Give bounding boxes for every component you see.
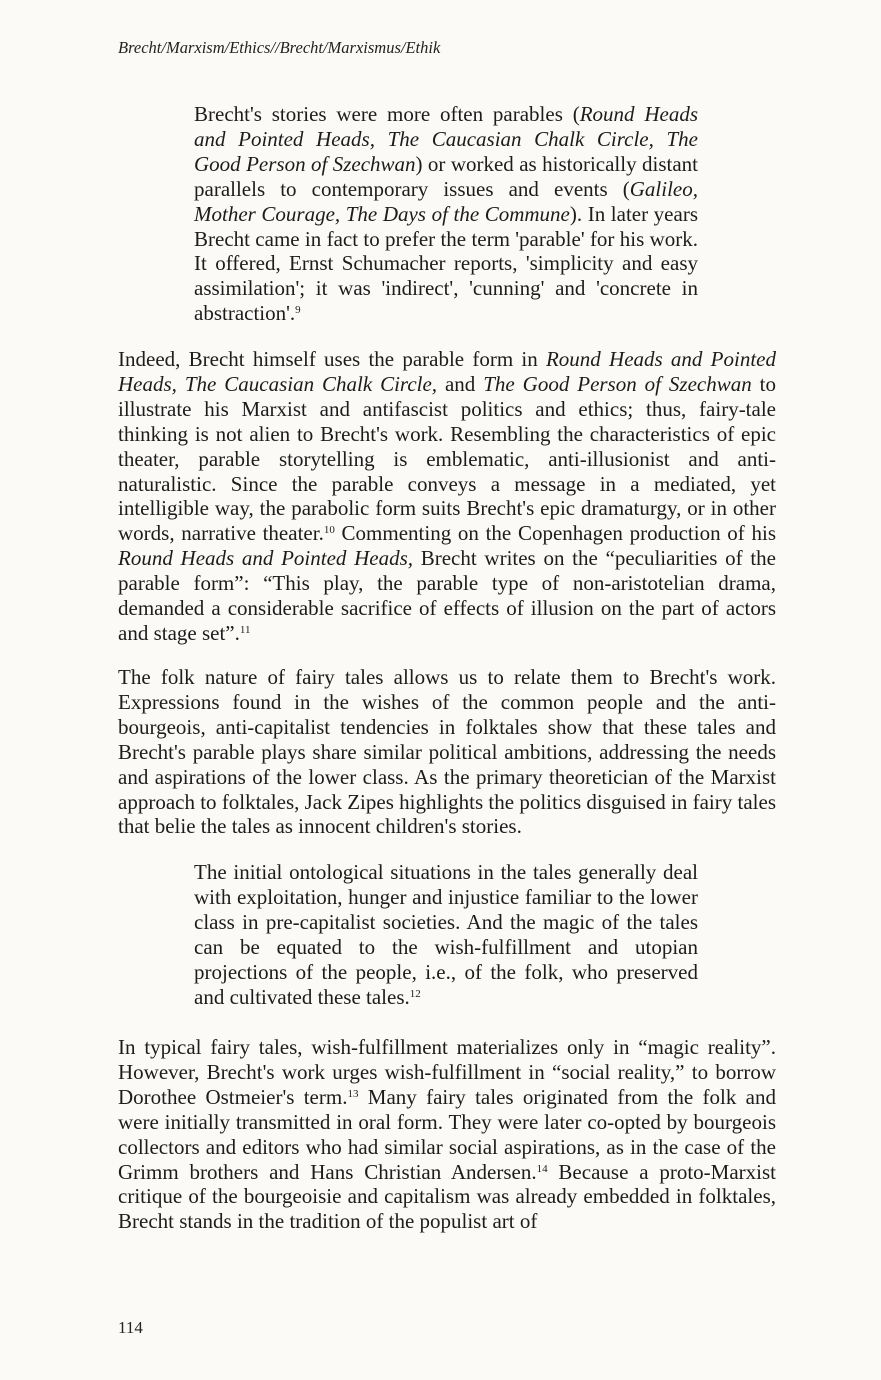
footnote-ref: 13 xyxy=(347,1087,359,1100)
italic-title: Round Heads and Pointed Heads, xyxy=(118,546,414,571)
footnote-ref: 10 xyxy=(323,524,335,537)
footnote-ref: 9 xyxy=(295,304,301,317)
text-run: Brecht's stories were more often parables ( xyxy=(194,102,580,126)
text-run: The folk nature of fairy tales allows us to relate them to Brecht's work. Expressions found in the wishes of the common people and the anti-bourgeois, anti-capitalist tendencies in folktales show that these tales and Brecht's parable plays share similar political ambitions, addressing the needs and aspirations of the lower class. As the primary theoretician of the Marxist approach to folktales, Jack Zipes highlights the politics disguised in fairy tales that belie the tales as innocent children's stories. xyxy=(118,665,776,839)
footnote-ref: 14 xyxy=(536,1162,548,1175)
block-quote xyxy=(194,102,698,326)
italic-title: Galileo, Mother Courage, The Days of the Commune xyxy=(194,176,698,226)
text-run: Commenting on the Copenhagen production of his xyxy=(334,521,776,546)
text-run: Brecht writes on the “peculiarities of the parable form”: “This play, the parable type of non-aristotelian drama, demanded a considerable sacrifice of effects of illusion on the part of actors and stage set”. xyxy=(118,546,776,645)
text-run: The initial ontological situations in the tales generally deal with exploitation, hunger and injustice familiar to the lower class in pre-capitalist societies. And the magic of the tales can be equated to the wish-fulfillment and utopian projections of the people, i.e., of the folk, who preserved and cultivated these tales. xyxy=(194,860,698,1009)
body-paragraph xyxy=(118,665,776,839)
text-run: to illustrate his Marxist and antifascist politics and ethics; thus, fairy-tale thinking is not alien to Brecht's work. Resembling the characteristics of epic theater, parable storytelling is emblematic, anti-illusionist and anti-naturalistic. Since the parable conveys a message in a mediated, yet intelligible way, the parabolic form suits Brecht's epic dramaturgy, or in other words, narrative theater. xyxy=(118,371,776,546)
footnote-ref: 12 xyxy=(409,987,421,1000)
italic-title: Round Heads and Pointed Heads, The Caucasian Chalk Circle, xyxy=(118,347,776,396)
italic-title: The Good Person of Szechwan xyxy=(483,371,752,396)
text-run: ) or worked as historically distant parallels to contemporary issues and events ( xyxy=(194,151,698,201)
text-run: Many fairy tales originated from the folk and were initially transmitted in oral form. They were later co-opted by bourgeois collectors and editors who had similar social aspirations, as in the case of the Grimm brothers and Hans Christian Andersen. xyxy=(118,1084,776,1184)
page-number: 114 xyxy=(118,1318,143,1337)
text-run: and xyxy=(437,371,484,396)
text-run: Because a proto-Marxist critique of the bourgeoisie and capitalism was already embedded in folktales, Brecht stands in the tradition of the populist art of xyxy=(118,1159,776,1234)
footnote-ref: 11 xyxy=(239,623,251,636)
italic-title: Round Heads and Pointed Heads, The Caucasian Chalk Circle, The Good Person of Szechwan xyxy=(194,102,698,176)
body-paragraph xyxy=(118,347,776,646)
text-run: Indeed, Brecht himself uses the parable form in xyxy=(118,347,546,371)
body-paragraph xyxy=(118,1035,776,1234)
running-head: Brecht/Marxism/Ethics//Brecht/Marxismus/Ethik xyxy=(118,38,441,57)
text-run: ). In later years Brecht came in fact to prefer the term 'parable' for his work. It offered, Ernst Schumacher reports, 'simplicity and easy assimilation'; it was 'indirect', 'cunning' and 'concrete in abstraction'. xyxy=(194,201,698,326)
text-run: In typical fairy tales, wish-fulfillment materializes only in “magic reality”. However, Brecht's work urges wish-fulfillment in “social reality,” to borrow Dorothee Ostmeier's term. xyxy=(118,1035,776,1109)
block-quote xyxy=(194,860,698,1009)
